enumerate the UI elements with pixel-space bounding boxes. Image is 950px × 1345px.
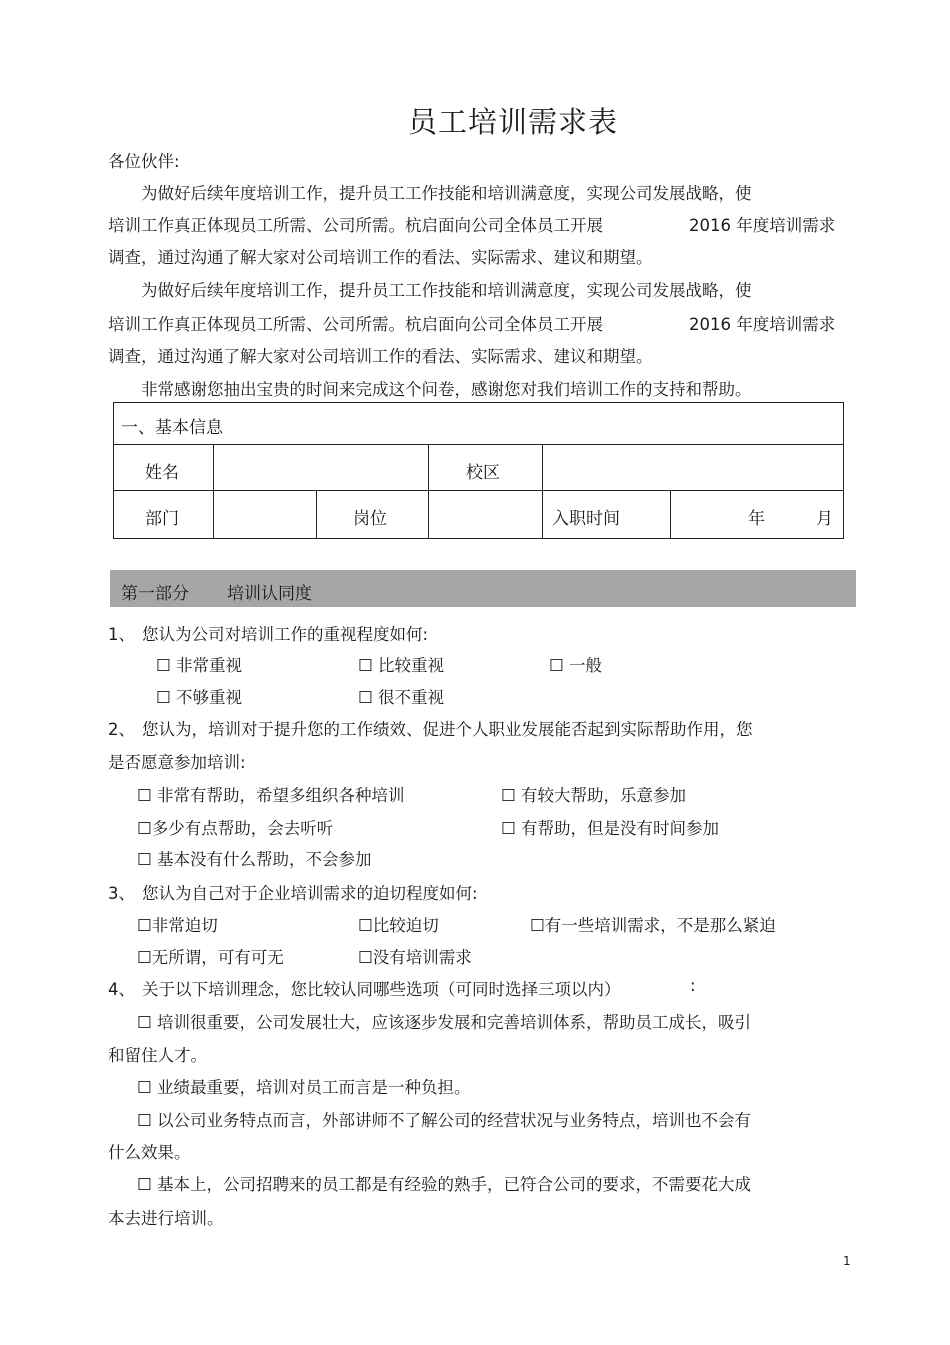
checkbox-option[interactable]: ☐ 培训很重要，公司发展壮大，应该逐步发展和完善培训体系，帮助员工成长，吸引 bbox=[137, 1013, 752, 1032]
checkbox-option[interactable]: ☐ 非常重视 bbox=[156, 656, 243, 675]
question-text: 您认为公司对培训工作的重视程度如何: bbox=[142, 625, 429, 644]
section-header-bar bbox=[110, 570, 856, 607]
department-label: 部门 bbox=[145, 509, 179, 529]
page-number: 1 bbox=[843, 1254, 851, 1268]
checkbox-option[interactable]: ☐ 基本上，公司招聘来的员工都是有经验的熟手，已符合公司的要求，不需要花大成 bbox=[137, 1175, 752, 1194]
checkbox-option-cont: 什么效果。 bbox=[108, 1143, 191, 1162]
campus-label: 校区 bbox=[466, 463, 500, 483]
section-title: 培训认同度 bbox=[227, 584, 312, 604]
question-number: 4、 bbox=[108, 980, 135, 999]
checkbox-option[interactable]: ☐ 基本没有什么帮助，不会参加 bbox=[137, 850, 372, 869]
table-divider bbox=[316, 490, 317, 538]
basic-info-header: 一、基本信息 bbox=[121, 418, 223, 438]
question-number: 1、 bbox=[108, 625, 135, 644]
checkbox-option[interactable]: ☐无所谓，可有可无 bbox=[137, 948, 284, 967]
question-text: 您认为，培训对于提升您的工作绩效、促进个人职业发展能否起到实际帮助作用，您 bbox=[142, 720, 753, 739]
basic-info-table bbox=[113, 402, 844, 539]
checkbox-option[interactable]: ☐ 有较大帮助，乐意参加 bbox=[501, 786, 687, 805]
month-label: 月 bbox=[816, 509, 833, 529]
intro-p1-line2-year: 2016 年度培训需求 bbox=[689, 216, 836, 235]
table-divider bbox=[428, 490, 429, 538]
checkbox-option[interactable]: ☐ 业绩最重要，培训对员工而言是一种负担。 bbox=[137, 1078, 471, 1097]
greeting: 各位伙伴: bbox=[108, 152, 180, 171]
table-divider bbox=[213, 490, 214, 538]
checkbox-option[interactable]: ☐ 一般 bbox=[549, 656, 603, 675]
year-label: 年 bbox=[748, 509, 765, 529]
table-divider bbox=[670, 490, 671, 538]
intro-p1-line2: 培训工作真正体现员工所需、公司所需。杭启面向公司全体员工开展 bbox=[108, 216, 603, 235]
checkbox-option[interactable]: ☐ 有帮助，但是没有时间参加 bbox=[501, 819, 720, 838]
checkbox-option[interactable]: ☐ 很不重视 bbox=[358, 688, 445, 707]
checkbox-option-cont: 本去进行培训。 bbox=[108, 1209, 224, 1228]
checkbox-option-cont: 和留住人才。 bbox=[108, 1046, 207, 1065]
page-title: 员工培训需求表 bbox=[408, 105, 619, 139]
checkbox-option[interactable]: ☐ 不够重视 bbox=[156, 688, 243, 707]
checkbox-option[interactable]: ☐比较迫切 bbox=[358, 916, 439, 935]
checkbox-option[interactable]: ☐非常迫切 bbox=[137, 916, 218, 935]
table-divider bbox=[542, 444, 543, 490]
position-label: 岗位 bbox=[353, 509, 387, 529]
question-text: 您认为自己对于企业培训需求的迫切程度如何: bbox=[142, 884, 478, 903]
table-divider bbox=[542, 490, 543, 538]
table-divider bbox=[114, 444, 843, 445]
name-label: 姓名 bbox=[145, 463, 179, 483]
intro-p1-line3: 调查，通过沟通了解大家对公司培训工作的看法、实际需求、建议和期望。 bbox=[108, 248, 653, 267]
intro-p2-line1: 为做好后续年度培训工作，提升员工工作技能和培训满意度，实现公司发展战略，使 bbox=[141, 281, 752, 300]
checkbox-option[interactable]: ☐ 以公司业务特点而言，外部讲师不了解公司的经营状况与业务特点，培训也不会有 bbox=[137, 1111, 752, 1130]
checkbox-option[interactable]: ☐ 比较重视 bbox=[358, 656, 445, 675]
checkbox-option[interactable]: ☐有一些培训需求，不是那么紧迫 bbox=[530, 916, 776, 935]
table-divider bbox=[114, 490, 843, 491]
checkbox-option[interactable]: ☐ 非常有帮助，希望多组织各种培训 bbox=[137, 786, 405, 805]
intro-p2-line2: 培训工作真正体现员工所需、公司所需。杭启面向公司全体员工开展 bbox=[108, 315, 603, 334]
checkbox-option[interactable]: ☐多少有点帮助，会去听听 bbox=[137, 819, 334, 838]
table-divider bbox=[428, 444, 429, 490]
intro-p2-line2-year: 2016 年度培训需求 bbox=[689, 315, 836, 334]
question-text-cont: 是否愿意参加培训: bbox=[108, 753, 246, 772]
intro-p2-line3: 调查，通过沟通了解大家对公司培训工作的看法、实际需求、建议和期望。 bbox=[108, 347, 653, 366]
question-number: 2、 bbox=[108, 720, 135, 739]
checkbox-option[interactable]: ☐没有培训需求 bbox=[358, 948, 472, 967]
table-divider bbox=[213, 444, 214, 490]
thanks-text: 非常感谢您抽出宝贵的时间来完成这个问卷，感谢您对我们培训工作的支持和帮助。 bbox=[141, 380, 752, 399]
section-label: 第一部分 bbox=[121, 584, 189, 604]
question-text: 关于以下培训理念，您比较认同哪些选项（可同时选择三项以内） bbox=[142, 980, 621, 999]
question-number: 3、 bbox=[108, 884, 135, 903]
question-colon: : bbox=[690, 976, 696, 995]
hire-date-label: 入职时间 bbox=[552, 509, 620, 529]
intro-p1-line1: 为做好后续年度培训工作，提升员工工作技能和培训满意度，实现公司发展战略，使 bbox=[141, 184, 752, 203]
